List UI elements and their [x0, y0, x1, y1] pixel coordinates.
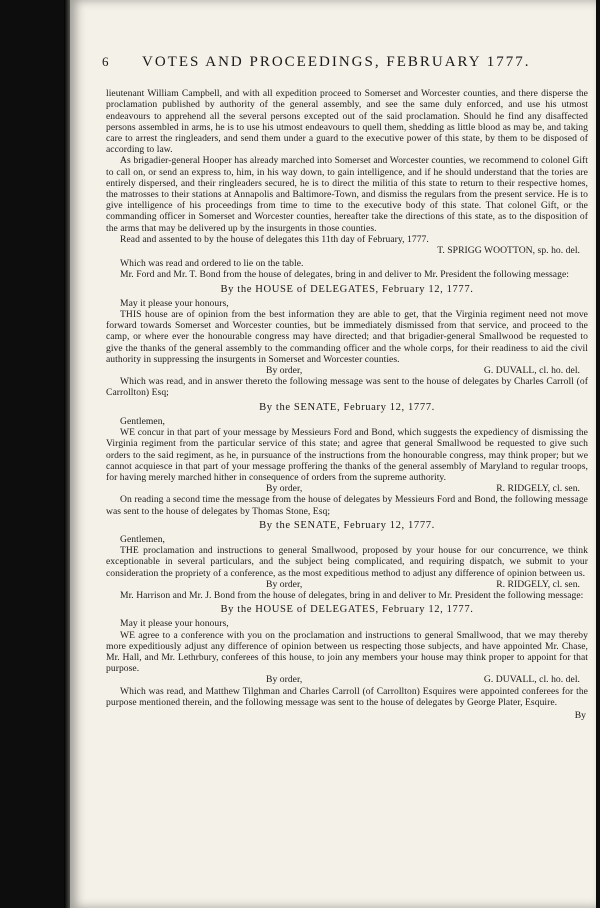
page-content	[102, 54, 588, 721]
running-head	[102, 56, 584, 68]
signature: R. RIDGELY, cl. sen.	[496, 578, 580, 590]
signature: G. DUVALL, cl. ho. del.	[483, 674, 580, 686]
signature-line	[106, 579, 588, 590]
page-number: 6	[102, 54, 109, 69]
by-order: By order,	[266, 578, 303, 590]
paragraph: THIS house are of opinion from the best information they are able to get, that the Virginia regiment need not move forward towards Somerset and Worcester counties, but be immediately dismissed from that service, and proceed to the camp, or where ever the honourable congress may have directed; and that brigadier-general Smallwood be requested to give the thanks of the general assembly to the commanding officer and the whole corps, for their readiness to aid the civil authority in suppressing the insurgents in Somerset and Worcester counties.	[106, 309, 588, 365]
paragraph: Mr. Harrison and Mr. J. Bond from the house of delegates, bring in and deliver to Mr. President the following message:	[120, 589, 584, 601]
paragraph: Read and assented to by the house of delegates this 11th day of February, 1777.	[120, 233, 429, 245]
message-heading: By the SENATE, February 12, 1777.	[259, 519, 435, 531]
paragraph: Which was read, and in answer thereto the following message was sent to the house of delegates by Charles Carroll (of Carrollton) Esq;	[106, 376, 588, 399]
paragraph: Which was read, and Matthew Tilghman and Charles Carroll (of Carrollton) Esquires were appointed conferees for the purpose mentioned therein, and the following message was sent to the house of delegates by George Plater, Esquire.	[106, 685, 588, 708]
paragraph: WE agree to a conference with you on the proclamation and instructions to general Smallwood, that we may thereby more expeditiously adjust any difference of opinion between us respecting those subjects, and have appointed Mr. Chase, Mr. Hall, and Mr. Lethrbury, conferees of this house, to join any members your house may think proper to appoint for that purpose.	[106, 629, 588, 675]
document-page	[70, 0, 596, 908]
by-order: By order,	[266, 365, 303, 377]
by-order: By order,	[266, 674, 303, 686]
signature-line	[106, 365, 588, 376]
salutation: Gentlemen,	[120, 415, 165, 427]
salutation: Gentlemen,	[120, 533, 165, 545]
catchword: By	[574, 709, 586, 721]
signature: R. RIDGELY, cl. sen.	[496, 483, 580, 495]
paragraph: Mr. Ford and Mr. T. Bond from the house of delegates, bring in and deliver to Mr. President the following message:	[120, 269, 569, 281]
message-heading: By the HOUSE of DELEGATES, February 12, 1777.	[220, 604, 474, 616]
signature: G. DUVALL, cl. ho. del.	[483, 365, 580, 377]
message-heading: By the HOUSE of DELEGATES, February 12, 1777.	[220, 283, 474, 295]
salutation: May it please your honours,	[120, 297, 229, 309]
message-heading: By the SENATE, February 12, 1777.	[259, 401, 435, 413]
by-order: By order,	[266, 483, 303, 495]
running-title: VOTES AND PROCEEDINGS, FEBRUARY 1777.	[142, 54, 531, 70]
paragraph: WE concur in that part of your message by Messieurs Ford and Bond, which suggests the expediency of dismissing the Virginia regiment from the particular service of this state; and agree that general Smallwood be requested to give such orders to the said regiment, as he, in pursuance of the instructions from the honourable congress, may think proper; but we cannot acquiesce in that part of your message proffering the thanks of the general assembly of Maryland to regular troops, for having merely marched hither in consequence of orders from the supreme authority.	[106, 427, 588, 483]
signature: T. SPRIGG WOOTTON, sp. ho. del.	[437, 245, 580, 257]
signature-line	[106, 483, 588, 494]
paragraph: Which was read and ordered to lie on the table.	[120, 258, 304, 270]
salutation: May it please your honours,	[120, 618, 229, 630]
paragraph: THE proclamation and instructions to general Smallwood, proposed by your house for our concurrence, we think exceptionable in several particulars, and the subject being complicated, and requiring dispatch, we submit to your consideration the propriety of a conference, as the most expeditious method to adjust any difference of opinion between us.	[106, 545, 588, 579]
paragraph: As brigadier-general Hooper has already marched into Somerset and Worcester counties, we recommend to colonel Gift to call on, or send an express to, him, in his way down, to gain intelligence, and if he should understand that the tories are entirely dispersed, and their ringleaders secured, he is to direct the militia of this state to return to their respective homes, the matrosses to their stations at Annapolis and Baltimore-Town, and dismiss the regulars from the present service. He is to give intelligence of his proceedings from time to time to the executive body of this state. That colonel Gift, or the commanding officer in Somerset and Worcester counties, hereafter take the directions of this state, as to the disposition of the arms that may be delivered up by the insurgents in those counties.	[106, 155, 588, 234]
paragraph: On reading a second time the message from the house of delegates by Messieurs Ford and Bond, the following message was sent to the house of delegates by Thomas Stone, Esq;	[106, 494, 588, 517]
paragraph: lieutenant William Campbell, and with all expedition proceed to Somerset and Worcester counties, and there disperse the proclamation published by authority of the general assembly, and see the same duly enforced, and use his utmost endeavours to apprehend all the several persons excepted out of the said proclamation. Should he find any disaffected persons assembled in arms, he is to use his utmost endeavours to quell them, shedding as little blood as may be, and taking care to arrest the ringleaders, and send them under a guard to the executive power of this state, by them to be disposed of according to law.	[106, 88, 588, 156]
signature-line	[106, 674, 588, 685]
